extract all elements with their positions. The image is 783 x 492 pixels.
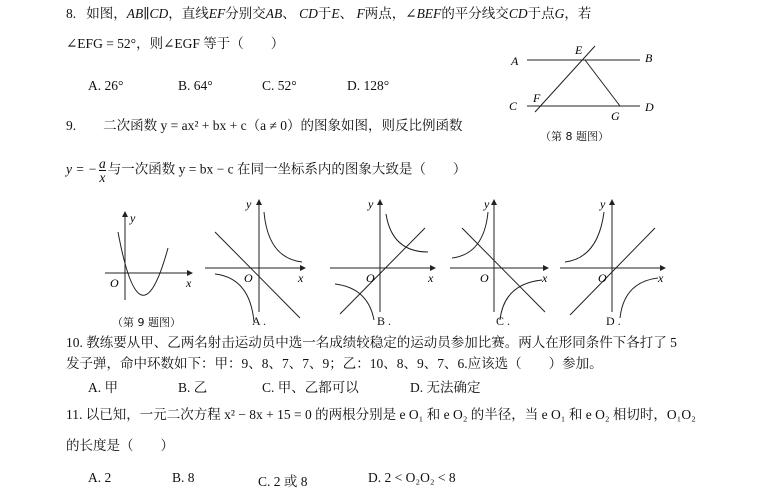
q8-text: ，直线 (168, 6, 209, 21)
q8-text: 、 (339, 6, 354, 21)
q8-option-c[interactable]: C. 52° (262, 78, 297, 93)
q9-option-d-graph[interactable] (560, 197, 665, 318)
q11-line2: 的长度是（ ） (66, 438, 174, 453)
q10-line1: 10. 教练要从甲、乙两名射击运动员中选一名成绩较稳定的运动员参加比赛。两人在形同条件下各打了 5 (66, 335, 677, 350)
axis-label-x: x (298, 271, 304, 285)
q8-text: BEF (416, 6, 442, 21)
axis-label-x: x (428, 271, 434, 285)
q9-text: y = − (66, 161, 97, 177)
q11-option-a[interactable]: A. 2 (88, 470, 112, 485)
q8-text: AB∥CD (126, 6, 169, 21)
q8-text: 如图， (86, 6, 127, 21)
axis-label-y: y (246, 197, 252, 211)
q8-text: E (331, 6, 340, 21)
q8-option-d[interactable]: D. 128° (347, 78, 390, 93)
q8-text: AB (265, 6, 283, 21)
q8-text: 、 (282, 6, 296, 21)
origin-label: O (110, 276, 119, 290)
origin-label: O (244, 271, 253, 285)
axis-label-x: x (658, 271, 664, 285)
axis-label-x: x (542, 271, 548, 285)
q8-line2: ∠EFG = 52°，则∠EGF 等于（ ） (66, 36, 285, 51)
q8-option-a[interactable]: A. 26° (88, 78, 124, 93)
q9-text: 与一次函数 y = bx − c 在同一坐标系内的图象大致是（ ） (107, 161, 467, 177)
q8-text: G (554, 6, 565, 21)
q8-text: ，若 (564, 6, 592, 21)
q8-text: 分别交 (225, 6, 266, 21)
q8-option-b[interactable]: B. 64° (178, 78, 213, 93)
q8-text: CD (508, 6, 528, 21)
axis-label-y: y (130, 211, 136, 225)
q8-number: 8. (66, 6, 77, 21)
q8-text: 于点 (527, 6, 555, 21)
label-f: F (533, 91, 541, 105)
q10-line2: 发子弹，命中环数如下：甲：9、8、7、7、9；乙：10、8、9、7、6.应该选（ ）参加。 (66, 356, 603, 371)
q8-text: 的平分线交 (441, 6, 509, 21)
axis-label-y: y (484, 197, 490, 211)
q10-option-c[interactable]: C. 甲、乙都可以 (262, 380, 359, 395)
q9-option-a-graph[interactable] (205, 197, 305, 322)
origin-label: O (480, 271, 489, 285)
q9-parabola-graph (105, 211, 192, 300)
label-b: B (645, 51, 653, 65)
q8-text: F (356, 6, 365, 21)
q8-text: EF (208, 6, 226, 21)
q10-option-d[interactable]: D. 无法确定 (410, 380, 481, 395)
q9-option-b-label[interactable]: B . (377, 314, 392, 328)
q11-option-b[interactable]: B. 8 (172, 470, 195, 485)
q9-option-b-graph[interactable] (330, 197, 435, 320)
axis-label-y: y (368, 197, 374, 211)
q11-option-d[interactable]: D. 2 < O₂O₂ < 8 (368, 470, 456, 485)
q8-text: CD (299, 6, 318, 21)
origin-label: O (366, 271, 375, 285)
origin-label: O (598, 271, 607, 285)
axis-label-x: x (186, 276, 192, 290)
label-e: E (575, 43, 583, 57)
q9-frac-denominator: x (99, 170, 106, 185)
q11-line1: 11. 以已知，一元二次方程 x² − 8x + 15 = 0 的两根分别是 e O₁ 和 e O₂ 的半径，当 e O₁ 和 e O₂ 相切时，O₁O₂ (66, 407, 696, 422)
q8-text: 于 (317, 6, 332, 21)
axis-label-y: y (600, 197, 606, 211)
label-g: G (611, 109, 620, 123)
q8-text: 两点，∠ (364, 6, 417, 21)
q11-option-c[interactable]: C. 2 或 8 (258, 474, 308, 489)
q9-frac-numerator: a (98, 156, 106, 171)
q10-option-a[interactable]: A. 甲 (88, 380, 118, 395)
label-a: A (511, 54, 519, 68)
q9-line1: 9. 二次函数 y = ax² + bx + c（a ≠ 0）的图象如图，则反比例函数 (66, 118, 463, 133)
q9-caption: （第 9 题图） (112, 316, 181, 329)
label-d: D (645, 100, 654, 114)
q8-caption: （第 8 题图） (540, 130, 609, 143)
q9-option-c-label[interactable]: C . (496, 314, 511, 328)
q9-option-d-label[interactable]: D . (606, 314, 621, 328)
label-c: C (509, 99, 518, 113)
q10-option-b[interactable]: B. 乙 (178, 380, 208, 395)
q9-option-a-label[interactable]: A . (252, 314, 267, 328)
q9-option-c-graph[interactable] (450, 197, 548, 320)
